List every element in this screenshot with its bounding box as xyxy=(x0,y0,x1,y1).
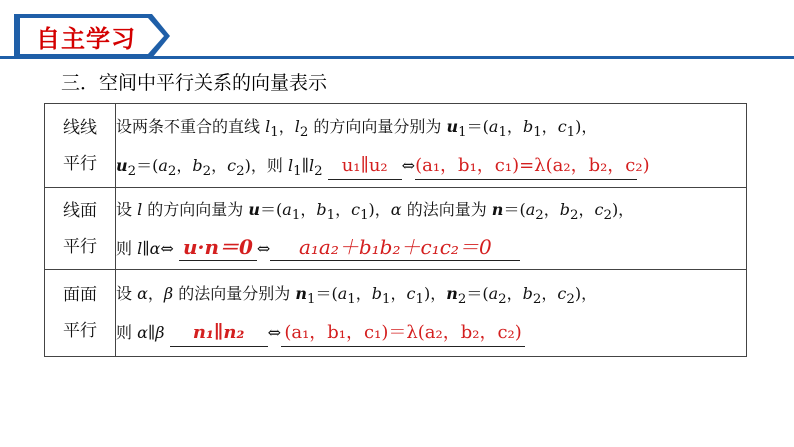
relation-table xyxy=(44,103,747,357)
row-content xyxy=(116,188,747,270)
row-label: 线线 平行 xyxy=(45,104,116,188)
header-rule xyxy=(0,56,794,59)
row-line-2: 则 l∥α⇔ u·n＝0 ⇔ a₁a₂＋b₁b₂＋c₁c₂＝0 xyxy=(116,229,746,268)
answer-blank-1: u₁∥u₂ xyxy=(328,153,402,180)
answer-blank-2: (a₁，b₁，c₁)＝λ(a₂，b₂，c₂) xyxy=(281,320,525,347)
row-content xyxy=(116,104,747,188)
answer-blank-1: n₁∥n₂ xyxy=(170,320,268,347)
row-content xyxy=(116,270,747,357)
row-line-1: 设 l 的方向向量为 $u=(a_1$，$b_1$，$c_1$)，α 的法向量为 $n=(a_2$，$b_2$，$c_2$)， xyxy=(116,199,635,223)
section-title: 三．空间中平行关系的向量表示 xyxy=(61,72,328,94)
row-label: 线面 平行 xyxy=(45,188,116,270)
badge-label: 自主学习 xyxy=(36,25,136,53)
table-row xyxy=(45,104,747,188)
answer-blank-2: (a₁，b₁，c₁)=λ(a₂，b₂，c₂) xyxy=(415,153,637,180)
table-row xyxy=(45,188,747,270)
row-line-1: 设 α，β 的法向量分别为 $n_1=(a_1$，$b_1$，$c_1$)，$n_2=(a_2$，$b_2$，$c_2$)， xyxy=(116,284,598,308)
answer-blank-2: a₁a₂＋b₁b₂＋c₁c₂＝0 xyxy=(270,234,520,261)
table-row xyxy=(45,270,747,357)
answer-blank-1: u·n＝0 xyxy=(179,234,257,261)
row-line-2: 则 α∥β n₁∥n₂ ⇔ (a₁，b₁，c₁)＝λ(a₂，b₂，c₂) xyxy=(116,313,746,352)
row-line-1: 设两条不重合的直线 $l_1$，$l_2$ 的方向向量分别为 $u_1=(a_1$，$b_1$，$c_1$)， xyxy=(116,116,598,140)
row-label: 面面 平行 xyxy=(45,270,116,357)
row-line-2: $u_2=(a_2$，$b_2$，$c_2$)，则 $l_1\parallel l_2$ u₁∥u₂ ⇔(a₁，b₁，c₁)=λ(a₂，b₂，c₂) xyxy=(116,154,650,179)
